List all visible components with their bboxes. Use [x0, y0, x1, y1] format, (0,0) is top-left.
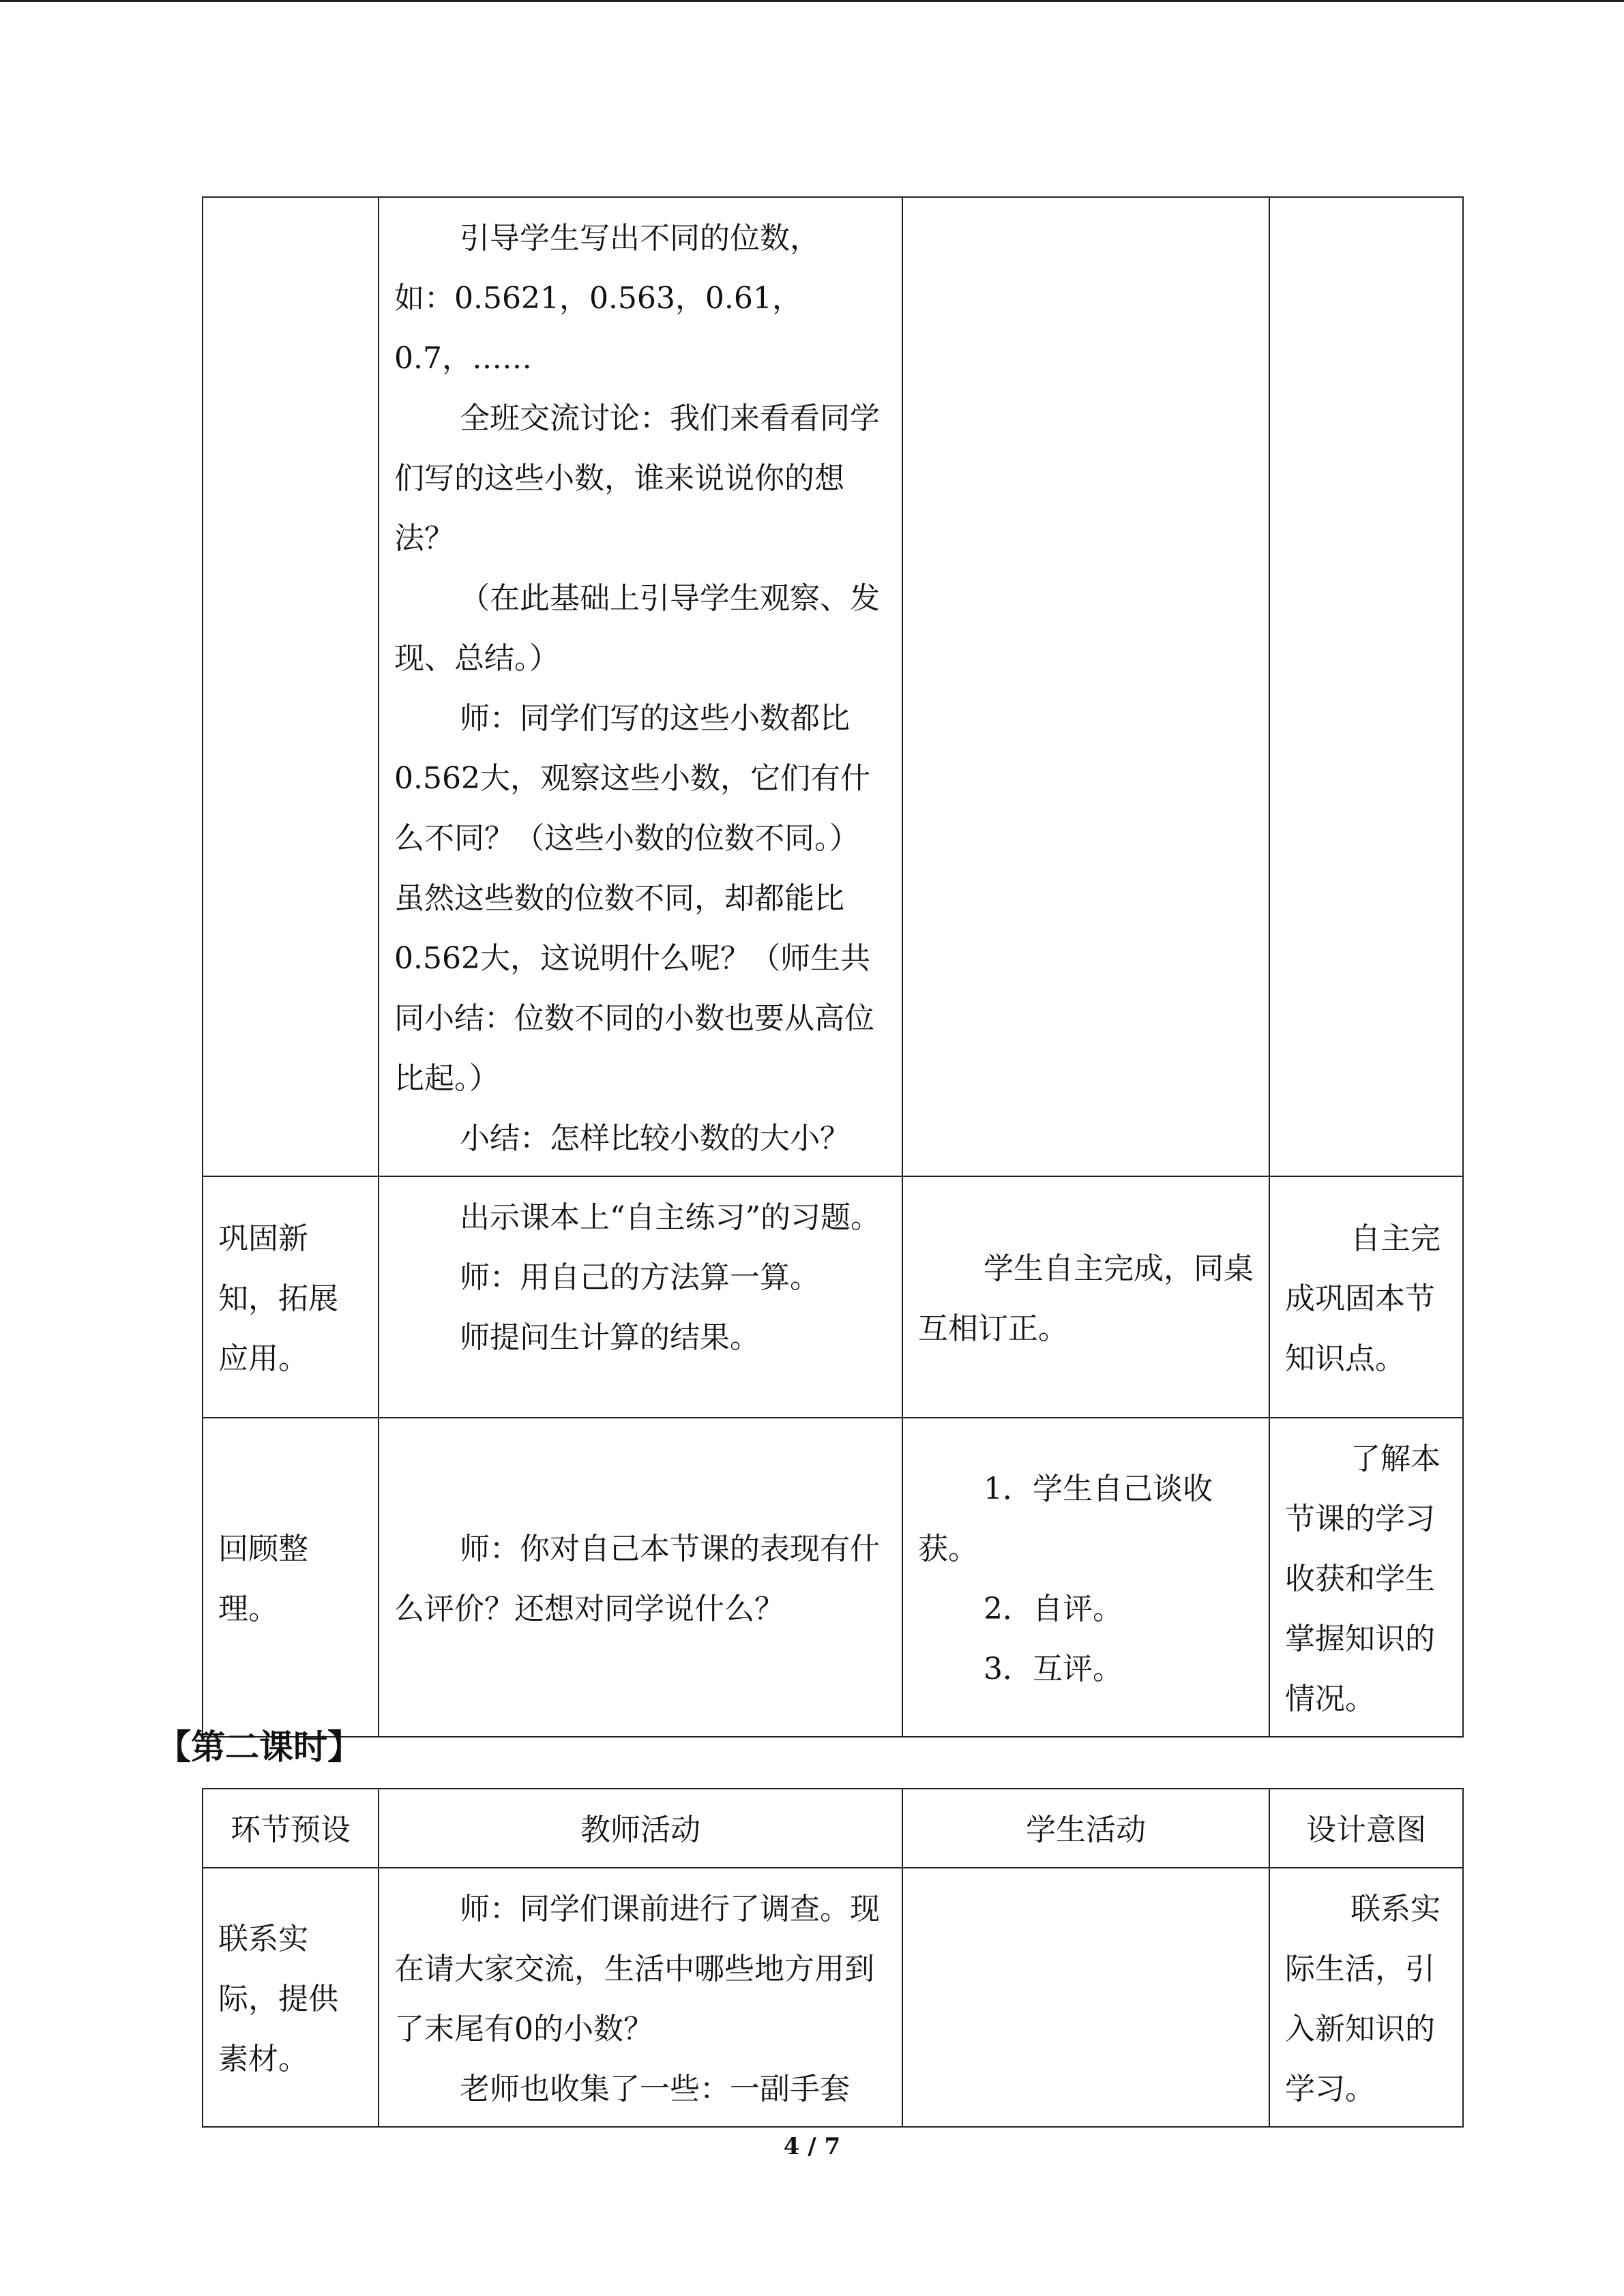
- table-row: [203, 1176, 1463, 1418]
- stage-cell: 巩固新知，拓展应用。: [203, 1176, 379, 1418]
- teacher-line: 引导学生写出不同的位数，: [460, 221, 820, 256]
- teacher-activity-cell: [379, 1868, 902, 2127]
- student-activity-cell: [902, 1176, 1269, 1418]
- table-row: [203, 197, 1463, 1176]
- teacher-paragraph: 全班交流讨论：我们来看看同学们写的这些小数，谁来说说你的想法？: [394, 401, 880, 556]
- teacher-paragraph: 师提问生计算的结果。: [460, 1320, 760, 1355]
- teacher-activity-cell: [379, 197, 902, 1176]
- table-header-row: [203, 1789, 1463, 1868]
- stage-cell: [203, 197, 379, 1176]
- intent-paragraph: 了解本节课的学习收获和学生掌握知识的情况。: [1285, 1442, 1441, 1716]
- teacher-paragraph: 师：用自己的方法算一算。: [460, 1260, 820, 1295]
- teacher-line: 如：0.5621，0.563，0.61，: [394, 281, 802, 316]
- teacher-activity-cell: [379, 1176, 902, 1418]
- teacher-paragraph: 师：同学们写的这些小数都比0.562大，观察这些小数，它们有什么不同？（这些小数的位数不同。）虽然这些数的位数不同，却都能比0.562大，这说明什么呢？（师生共同小结：位数不同的小数也要从高位比起。）: [394, 701, 874, 1096]
- teacher-paragraph: （在此基础上引导学生观察、发现、总结。）: [394, 581, 880, 676]
- design-intent-cell: [1269, 1418, 1463, 1737]
- column-header: 设计意图: [1269, 1789, 1463, 1868]
- teacher-line: 0.7，……: [394, 341, 532, 376]
- column-header: 环节预设: [203, 1789, 379, 1868]
- table-row: [203, 1868, 1463, 2127]
- stage-cell: 回顾整理。: [203, 1418, 379, 1737]
- student-activity-cell: [902, 1418, 1269, 1737]
- student-activity-cell: [902, 1868, 1269, 2127]
- student-paragraph: 2．自评。: [984, 1592, 1123, 1626]
- design-intent-cell: [1269, 197, 1463, 1176]
- stage-cell: 联系实际，提供素材。: [203, 1868, 379, 2127]
- teacher-paragraph: 出示课本上“自主练习”的习题。: [460, 1200, 881, 1235]
- teacher-paragraph: 老师也收集了一些：一副手套: [460, 2072, 850, 2106]
- student-activity-cell: [902, 197, 1269, 1176]
- student-paragraph: 学生自主完成，同桌互相订正。: [918, 1251, 1254, 1346]
- design-intent-cell: [1269, 1868, 1463, 2127]
- teacher-paragraph: 师：同学们课前进行了调查。现在请大家交流，生活中哪些地方用到了末尾有0的小数？: [394, 1892, 880, 2046]
- section-heading: 【第二课时】: [157, 1727, 361, 1767]
- lesson-table-part2: [202, 1788, 1464, 2128]
- student-paragraph: 3．互评。: [984, 1652, 1123, 1686]
- intent-paragraph: 联系实际生活，引入新知识的学习。: [1285, 1892, 1441, 2106]
- page-number: 4 / 7: [783, 2133, 841, 2160]
- intent-paragraph: 自主完成巩固本节知识点。: [1285, 1221, 1441, 1376]
- lesson-table-part1: [202, 196, 1464, 1738]
- column-header: 学生活动: [902, 1789, 1269, 1868]
- page-top-border: [0, 0, 1624, 2]
- student-paragraph: 1．学生自己谈收获。: [918, 1472, 1213, 1566]
- design-intent-cell: [1269, 1176, 1463, 1418]
- teacher-paragraph: 小结：怎样比较小数的大小？: [460, 1121, 850, 1156]
- teacher-activity-cell: [379, 1418, 902, 1737]
- table-row: [203, 1418, 1463, 1737]
- teacher-paragraph: 师：你对自己本节课的表现有什么评价？还想对同学说什么？: [394, 1532, 880, 1626]
- column-header: 教师活动: [379, 1789, 902, 1868]
